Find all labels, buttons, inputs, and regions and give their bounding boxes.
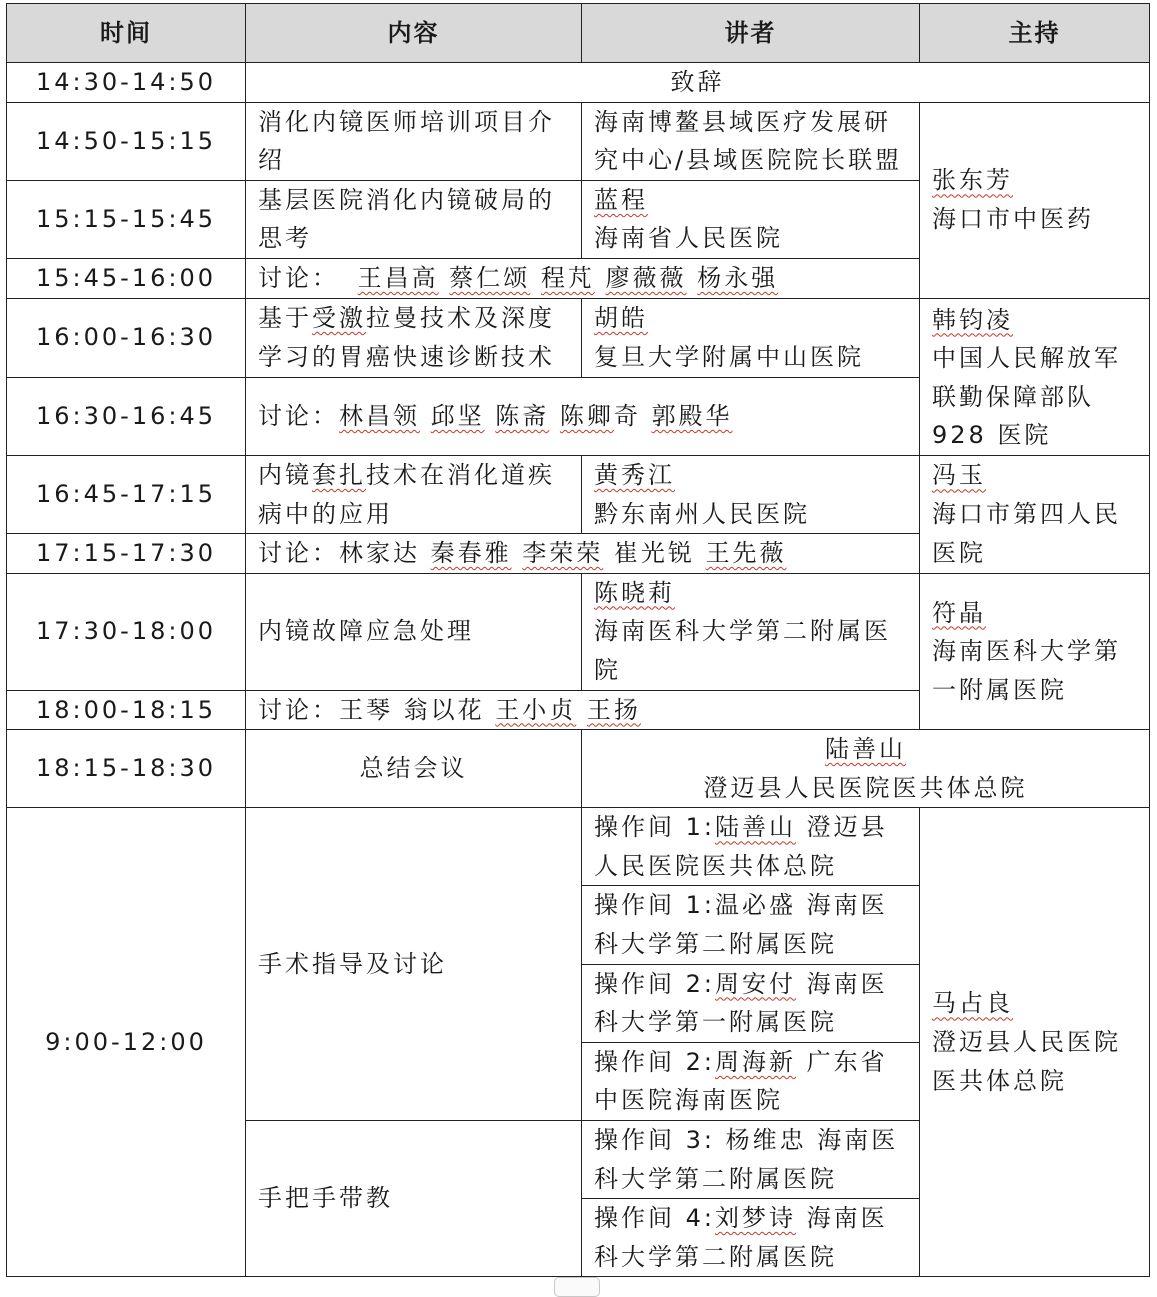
discussant: 翁以花 [403, 695, 485, 724]
speaker-org: 澄迈县人民医院医共体总院 [703, 773, 1028, 802]
header-time: 时间 [7, 4, 246, 63]
speaker-name: 陆善山 [825, 735, 906, 764]
room-label: 操作间 4: [594, 1204, 715, 1233]
host-org: 海口市中医药 [932, 205, 1094, 234]
discussion-label: 讨论： [258, 263, 339, 292]
discussant: 秦春雅 [430, 539, 512, 568]
header-speaker: 讲者 [582, 4, 920, 63]
discussant: 王先薇 [705, 539, 787, 568]
speaker-cell [582, 298, 920, 377]
content-cell: 手把手带教 [246, 1121, 582, 1277]
operator-name: 杨维忠 [725, 1126, 807, 1155]
speaker-cell [582, 180, 920, 258]
discussant: 蔡仁颂 [449, 263, 531, 292]
host-cell [920, 455, 1150, 573]
table-row [7, 102, 1150, 180]
table-row [7, 298, 1150, 377]
content-text: 基于 [258, 304, 312, 333]
operator-org: 海南医科大学第二附属医院 [594, 891, 888, 959]
discussion-cell [246, 690, 920, 730]
operating-room-cell [582, 808, 920, 886]
discussion-cell [246, 377, 920, 455]
operator-name: 温必盛 [714, 891, 796, 920]
operator-org: 广东省中医院海南医院 [594, 1047, 888, 1115]
discussant: 李荣荣 [522, 539, 604, 568]
discussant: 郭殿华 [651, 402, 733, 431]
time-cell: 16:00-16:30 [7, 298, 246, 377]
host-org: 海口市第四人民医院 [932, 500, 1121, 567]
speaker-org: 海南省人民医院 [594, 224, 783, 253]
speaker-cell [582, 573, 920, 690]
room-label: 操作间 1: [594, 813, 715, 842]
header-host: 主持 [920, 4, 1150, 63]
content-cell: 内镜故障应急处理 [246, 573, 582, 690]
discussion-cell [246, 534, 920, 574]
operator-name: 陆善山 [714, 813, 796, 842]
discussant: 程芃 [540, 263, 595, 292]
operator-org: 海南医科大学第一附属医院 [594, 969, 888, 1037]
discussant: 杨永强 [697, 263, 779, 292]
room-label: 操作间 3: [594, 1126, 715, 1155]
content-cell: 基层医院消化内镜破局的思考 [246, 180, 582, 258]
time-cell: 16:45-17:15 [7, 455, 246, 533]
header-content: 内容 [246, 4, 582, 63]
host-name: 符晶 [932, 598, 986, 627]
discussant: 崔光锐 [613, 539, 695, 568]
host-org: 澄迈县人民医院医共体总院 [932, 1028, 1121, 1095]
time-cell: 16:30-16:45 [7, 377, 246, 455]
discussant: 廖薇薇 [605, 263, 687, 292]
speaker-org: 黔东南州人民医院 [594, 499, 810, 528]
content-cell: 致辞 [246, 63, 1150, 103]
host-org: 中国人民解放军联勤保障部队 928 医院 [932, 344, 1121, 450]
operating-room-cell [582, 1121, 920, 1199]
speaker-name: 蓝程 [594, 185, 648, 214]
operator-name: 周安付 [714, 969, 796, 998]
time-cell: 9:00-12:00 [7, 808, 246, 1277]
room-label: 操作间 1: [594, 891, 715, 920]
operator-org: 澄迈县人民医院医共体总院 [594, 813, 888, 880]
time-cell: 18:00-18:15 [7, 690, 246, 730]
room-label: 操作间 2: [594, 969, 715, 998]
content-text: 拉曼技术及深度学习的胃癌快速诊断技术 [258, 304, 555, 371]
room-label: 操作间 2: [594, 1047, 715, 1076]
content-text: 技术在消化道疾病中的应用 [258, 460, 555, 528]
discussant: 王琴 [339, 695, 393, 724]
table-row [7, 63, 1150, 103]
speaker-org: 复旦大学附属中山医院 [594, 342, 864, 371]
operating-room-cell [582, 964, 920, 1042]
host-name: 冯玉 [932, 461, 986, 490]
table-row [7, 808, 1150, 886]
time-cell: 15:15-15:45 [7, 180, 246, 258]
content-cell [246, 455, 582, 533]
page-control-button[interactable] [554, 1277, 600, 1297]
host-cell [920, 808, 1150, 1277]
time-cell: 17:15-17:30 [7, 534, 246, 574]
discussant: 奇 [613, 402, 641, 431]
discussion-label: 讨论： [258, 402, 339, 431]
discussant: 陈斋 [495, 402, 550, 431]
content-cell: 手术指导及讨论 [246, 808, 582, 1121]
operating-room-cell [582, 1042, 920, 1120]
discussant: 林昌领 [339, 402, 420, 431]
operator-org: 海南医科大学第二附属医院 [594, 1204, 888, 1271]
discussant: 王昌高 [357, 263, 439, 292]
speaker-org: 海南医科大学第二附属医院 [594, 617, 891, 684]
discussant: 王小贞 [495, 695, 577, 724]
header-row [7, 4, 1150, 63]
speaker-name: 胡皓 [594, 304, 648, 333]
table-row [7, 730, 1150, 808]
time-cell: 18:15-18:30 [7, 730, 246, 808]
host-org: 海南医科大学第一附属医院 [932, 637, 1121, 704]
time-cell: 14:30-14:50 [7, 63, 246, 103]
operating-room-cell [582, 1199, 920, 1277]
discussion-cell [246, 258, 920, 298]
content-cell: 总结会议 [246, 730, 582, 808]
operator-org: 海南医科大学第二附属医院 [594, 1126, 899, 1193]
speaker-cell [582, 455, 920, 533]
content-text: 内镜 [258, 460, 312, 489]
discussant: 王扬 [586, 695, 641, 724]
discussant: 邱坚 [430, 402, 485, 431]
operator-name: 刘梦诗 [714, 1204, 796, 1233]
speaker-cell [582, 730, 1150, 808]
discussant: 林家达 [339, 539, 420, 568]
host-cell [920, 573, 1150, 729]
speaker-cell: 海南博鳌县域医疗发展研究中心/县域医院院长联盟 [582, 102, 920, 180]
operator-name: 周海新 [714, 1047, 796, 1076]
content-text: 套扎 [312, 460, 366, 489]
time-cell: 17:30-18:00 [7, 573, 246, 690]
host-cell [920, 102, 1150, 298]
content-text: 受激 [312, 304, 366, 333]
host-cell [920, 298, 1150, 455]
discussion-label: 讨论： [258, 695, 339, 724]
content-cell: 消化内镜医师培训项目介绍 [246, 102, 582, 180]
speaker-name: 陈晓莉 [594, 578, 675, 607]
speaker-name: 黄秀江 [594, 460, 675, 489]
host-name: 马占良 [932, 989, 1013, 1018]
table-row [7, 573, 1150, 690]
discussant: 陈卿 [559, 402, 614, 431]
schedule-table [6, 3, 1150, 1277]
discussion-label: 讨论： [258, 539, 339, 568]
operating-room-cell [582, 886, 920, 964]
time-cell: 15:45-16:00 [7, 258, 246, 298]
table-row [7, 455, 1150, 533]
host-name: 韩钧凌 [932, 305, 1013, 334]
host-name: 张东芳 [932, 166, 1013, 195]
content-cell [246, 298, 582, 377]
time-cell: 14:50-15:15 [7, 102, 246, 180]
